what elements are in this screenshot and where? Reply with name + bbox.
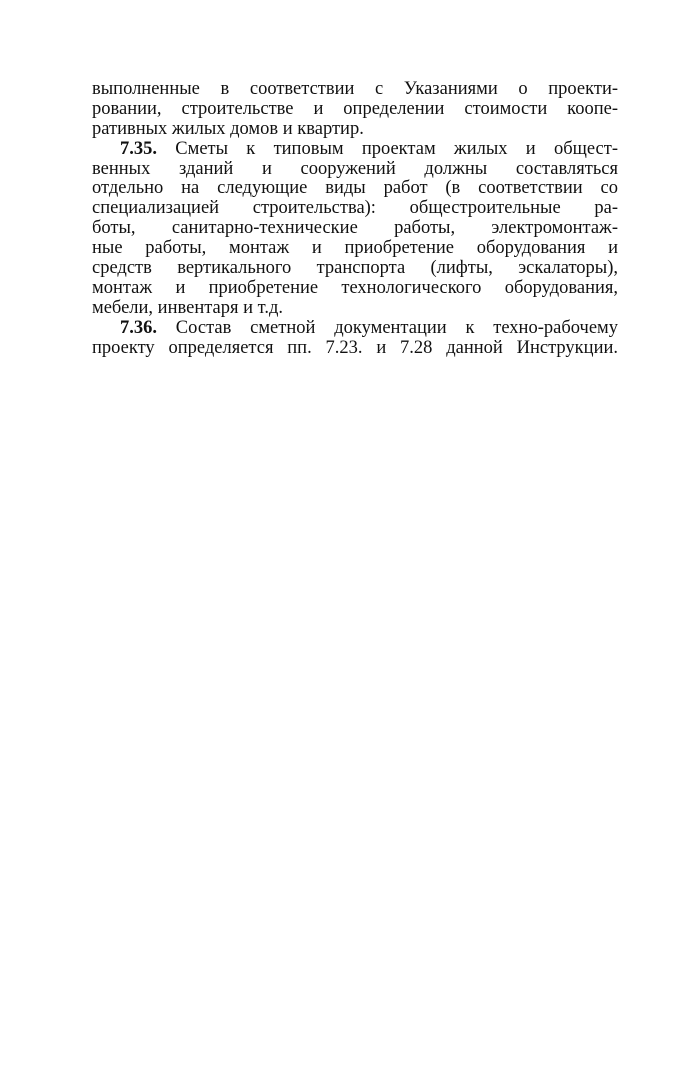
section-number: 7.35. (120, 138, 157, 159)
text-line: ные работы, монтаж и приобретение оборудования и (92, 238, 618, 259)
paragraph-7-35 (92, 140, 618, 319)
text-line: средств вертикального транспорта (лифты, эскалаторы), (92, 258, 618, 279)
text-line: выполненные в соответствии с Указаниями о проекти- (92, 79, 618, 99)
document-page (92, 80, 618, 358)
text-line: монтаж и приобретение технологического оборудования, (92, 277, 618, 298)
text-line: боты, санитарно-технические работы, электромонтаж- (92, 218, 618, 239)
text-fragment: Сметы к типовым проектам жилых и общест- (157, 138, 618, 159)
text-line: отдельно на следующие виды работ (в соответствии со (92, 178, 618, 199)
paragraph-7-36 (92, 319, 618, 359)
text-line: венных зданий и сооружений должны составляться (92, 158, 618, 179)
text-line: мебели, инвентаря и т.д. (92, 297, 284, 318)
paragraph-continuation (92, 80, 618, 140)
text-line (92, 140, 618, 160)
text-line (92, 319, 618, 339)
text-fragment: Состав сметной документации к техно-рабочему (157, 317, 618, 338)
text-line: специализацией строительства): общестроительные ра- (92, 198, 618, 219)
text-line: ровании, строительстве и определении стоимости коопе- (92, 98, 618, 119)
section-number: 7.36. (120, 317, 157, 338)
text-line: проекту определяется пп. 7.23. и 7.28 данной Инструкции. (92, 337, 618, 358)
text-line: ративных жилых домов и квартир. (92, 118, 364, 139)
